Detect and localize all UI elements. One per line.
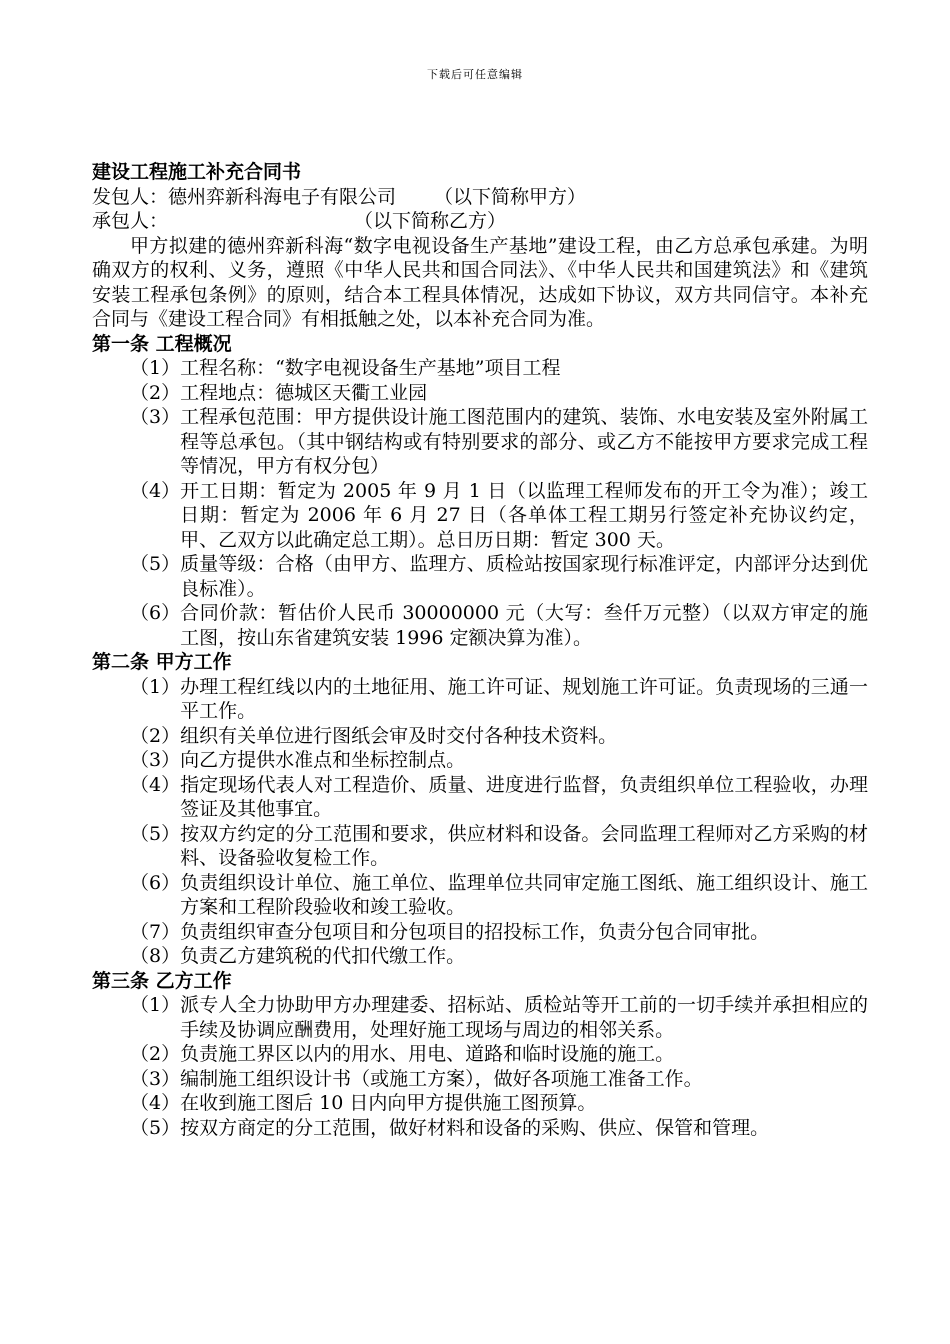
item-number: （7） bbox=[130, 920, 181, 943]
item-number: （1） bbox=[130, 357, 181, 379]
item-text: 负责施工界区以内的用水、用电、道路和临时设施的施工。 bbox=[180, 1043, 675, 1065]
item-text: 按双方约定的分工范围和要求，供应材料和设备。会同监理工程师对乙方采购的材料、设备验收复检工作。 bbox=[180, 822, 868, 869]
item-number: （4） bbox=[130, 479, 181, 502]
item-text: 办理工程红线以内的土地征用、施工许可证、规划施工许可证。负责现场的三通一平工作。 bbox=[180, 675, 868, 722]
list-item bbox=[92, 724, 868, 749]
intro-paragraph: 甲方拟建的德州弈新科海“数字电视设备生产基地”建设工程，由乙方总承包承建。为明确双方的权利、义务，遵照《中华人民共和国合同法》、《中华人民共和国建筑法》和《建筑安装工程承包条例》的原则，结合本工程具体情况，达成如下协议，双方共同信守。本补充合同与《建设工程合同》有相抵触之处，以本补充合同为准。 bbox=[92, 234, 868, 330]
item-text: 组织有关单位进行图纸会审及时交付各种技术资料。 bbox=[180, 724, 618, 747]
list-item bbox=[92, 1042, 868, 1067]
item-number: （2） bbox=[130, 724, 181, 747]
item-text: 编制施工组织设计书（或施工方案），做好各项施工准备工作。 bbox=[180, 1067, 703, 1090]
party-b-note: （以下简称乙方） bbox=[354, 210, 507, 232]
party-b-line bbox=[92, 209, 868, 234]
party-a-line bbox=[92, 185, 868, 210]
list-item bbox=[92, 405, 868, 479]
item-number: （1） bbox=[130, 994, 181, 1016]
list-item bbox=[92, 381, 868, 406]
party-a-name: 德州弈新科海电子有限公司 bbox=[168, 185, 397, 208]
list-item bbox=[92, 552, 868, 601]
item-number: （4） bbox=[130, 773, 181, 796]
item-text: 负责组织审查分包项目和分包项目的招投标工作，负责分包合同审批。 bbox=[180, 920, 770, 943]
list-item bbox=[92, 773, 868, 822]
item-number: （5） bbox=[130, 1116, 181, 1139]
contract-document bbox=[92, 160, 868, 1140]
contract-title: 建设工程施工补充合同书 bbox=[92, 161, 302, 183]
party-a-label: 发包人： bbox=[92, 185, 169, 208]
list-item bbox=[92, 748, 868, 773]
header-note: 下载后可任意编辑 bbox=[427, 68, 523, 81]
party-b-label: 承包人： bbox=[92, 210, 169, 232]
item-text: 派专人全力协助甲方办理建委、招标站、质检站等开工前的一切手续并承担相应的手续及协调应酬费用，处理好施工现场与周边的相邻关系。 bbox=[180, 994, 868, 1041]
list-item bbox=[92, 993, 868, 1042]
list-item bbox=[92, 920, 868, 945]
item-text: 质量等级：合格（由甲方、监理方、质检站按国家现行标准评定，内部评分达到优良标准）。 bbox=[180, 553, 868, 600]
list-item bbox=[92, 601, 868, 650]
party-a-note: （以下简称甲方） bbox=[434, 185, 587, 208]
list-item bbox=[92, 675, 868, 724]
list-item bbox=[92, 479, 868, 553]
list-item bbox=[92, 944, 868, 969]
item-text: 工程名称：“数字电视设备生产基地”项目工程 bbox=[180, 357, 561, 379]
item-text: 在收到施工图后 10 日内向甲方提供施工图预算。 bbox=[180, 1092, 597, 1114]
item-number: （3） bbox=[130, 1067, 181, 1090]
list-item bbox=[92, 1091, 868, 1116]
list-item bbox=[92, 1067, 868, 1092]
item-number: （5） bbox=[130, 822, 181, 845]
item-number: （5） bbox=[130, 553, 181, 575]
item-text: 负责乙方建筑税的代扣代缴工作。 bbox=[180, 945, 466, 967]
item-text: 指定现场代表人对工程造价、质量、进度进行监督，负责组织单位工程验收，办理签证及其他事宜。 bbox=[180, 773, 868, 820]
section-heading-2: 第二条 甲方工作 bbox=[92, 651, 232, 673]
item-number: （6） bbox=[130, 871, 181, 894]
item-text: 按双方商定的分工范围，做好材料和设备的采购、供应、保管和管理。 bbox=[180, 1116, 770, 1139]
item-text: 开工日期：暂定为 2005 年 9 月 1 日（以监理工程师发布的开工令为准）；竣工日期：暂定为 2006 年 6 月 27 日（各单体工程工期另行签定补充协议约定，甲、乙双方以此确定总工期）。总日历日期：暂定 300 天。 bbox=[180, 479, 868, 551]
item-text: 工程承包范围：甲方提供设计施工图范围内的建筑、装饰、水电安装及室外附属工程等总承包。（其中钢结构或有特别要求的部分、或乙方不能按甲方要求完成工程等情况，甲方有权分包） bbox=[180, 406, 868, 477]
item-text: 工程地点：德城区天衢工业园 bbox=[180, 381, 428, 404]
item-number: （1） bbox=[130, 675, 181, 698]
item-number: （2） bbox=[130, 1043, 181, 1065]
list-item bbox=[92, 822, 868, 871]
item-number: （4） bbox=[130, 1092, 181, 1114]
list-item bbox=[92, 871, 868, 920]
section-heading-3: 第三条 乙方工作 bbox=[92, 969, 232, 992]
item-number: （2） bbox=[130, 381, 181, 404]
item-number: （6） bbox=[130, 602, 181, 624]
section-heading-1: 第一条 工程概况 bbox=[92, 332, 232, 355]
item-text: 向乙方提供水准点和坐标控制点。 bbox=[180, 749, 466, 771]
item-number: （8） bbox=[130, 945, 181, 967]
item-number: （3） bbox=[130, 406, 181, 428]
item-text: 负责组织设计单位、施工单位、监理单位共同审定施工图纸、施工组织设计、施工方案和工程阶段验收和竣工验收。 bbox=[180, 871, 868, 918]
list-item bbox=[92, 356, 868, 381]
item-text: 合同价款：暂估价人民币 30000000 元（大写：叁仟万元整）（以双方审定的施工图，按山东省建筑安装 1996 定额决算为准）。 bbox=[180, 602, 868, 649]
item-number: （3） bbox=[130, 749, 181, 771]
list-item bbox=[92, 1116, 868, 1141]
